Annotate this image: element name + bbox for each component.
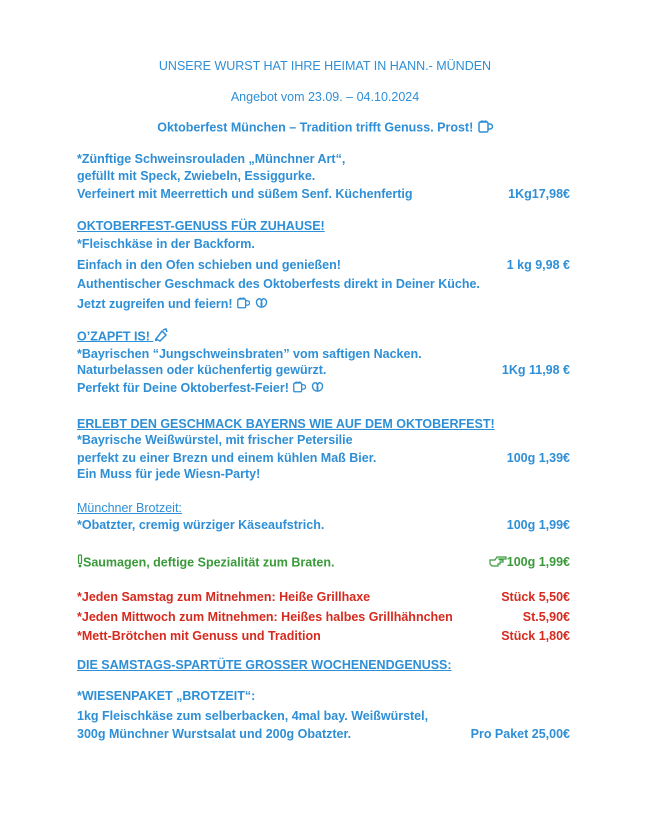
item1-line1: *Zünftige Schweinsrouladen „Münchner Art“,: [77, 152, 346, 166]
item3-line3: [77, 380, 325, 397]
package-line1: *WIESENPAKET „BROTZEIT“:: [77, 689, 256, 703]
beer-mug-icon: [292, 380, 306, 397]
pretzel-icon: [310, 380, 325, 397]
tagline: [0, 119, 650, 137]
item2-line3: Authentischer Geschmack des Oktoberfests direkt in Deiner Küche.: [77, 277, 480, 291]
item1-line2: gefüllt mit Speck, Zwiebeln, Essiggurke.: [77, 169, 316, 183]
item2-price: 1 kg 9,98 €: [506, 258, 570, 272]
special-3-text: *Mett-Brötchen mit Genuss und Tradition: [77, 629, 321, 643]
item3-line1: *Bayrischen “Jungschweinsbraten” vom saftigen Nacken.: [77, 347, 422, 361]
pretzel-icon: [254, 296, 269, 313]
item3-heading-text: O’ZAPFT IS!: [77, 329, 150, 344]
package-price: Pro Paket 25,00€: [470, 727, 570, 741]
item4-heading: ERLEBT DEN GESCHMACK BAYERNS WIE AUF DEM OKTOBERFEST!: [77, 417, 495, 431]
item2-line2: Einfach in den Ofen schieben und genießen!: [77, 258, 341, 272]
special-3-price: Stück 1,80€: [501, 629, 570, 643]
item1-line3: Verfeinert mit Meerrettich und süßem Senf. Küchenfertig: [77, 187, 413, 201]
item5-price: 100g 1,99€: [506, 518, 570, 532]
item2-heading: OKTOBERFEST-GENUSS FÜR ZUHAUSE!: [77, 219, 325, 233]
pointing-hand-icon: [489, 555, 507, 571]
item3-heading: [77, 328, 169, 346]
beer-mug-icon: [477, 119, 493, 137]
item3-line2: Naturbelassen oder küchenfertig gewürzt.: [77, 363, 327, 377]
item2-line4: [77, 296, 269, 313]
item5-line1: *Obatzter, cremig würziger Käseaufstrich.: [77, 518, 325, 532]
item4-line3: Ein Muss für jede Wiesn-Party!: [77, 467, 261, 481]
package-line3: 300g Münchner Wurstsalat und 200g Obatzter.: [77, 727, 352, 741]
package-heading: DIE SAMSTAGS-SPARTÜTE GROSSER WOCHENENDGENUSS:: [77, 658, 452, 672]
item4-line2: perfekt zu einer Brezn und einem kühlen Maß Bier.: [77, 451, 377, 465]
item6-price: [489, 554, 570, 571]
offer-dates: Angebot vom 23.09. – 04.10.2024: [230, 90, 420, 104]
item1-price: 1Kg17,98€: [508, 187, 570, 201]
tagline-text: Oktoberfest München – Tradition trifft Genuss. Prost!: [157, 120, 474, 135]
package-line2: 1kg Fleischkäse zum selberbacken, 4mal bay. Weißwürstel,: [77, 709, 429, 723]
item4-price: 100g 1,39€: [506, 451, 570, 465]
special-2-price: St.5,90€: [522, 610, 570, 624]
item2-line4-text: Jetzt zugreifen und feiern!: [77, 297, 233, 311]
item6-line1: [77, 554, 334, 572]
special-1-price: Stück 5,50€: [501, 590, 570, 604]
barrel-tap-icon: [153, 328, 169, 346]
special-2-text: *Jeden Mittwoch zum Mitnehmen: Heißes halbes Grillhähnchen: [77, 610, 453, 624]
beer-mug-icon: [236, 296, 250, 313]
special-1-text: *Jeden Samstag zum Mitnehmen: Heiße Grillhaxe: [77, 590, 371, 604]
page-title: UNSERE WURST HAT IHRE HEIMAT IN HANN.- MÜNDEN: [158, 59, 492, 73]
item3-price: 1Kg 11,98 €: [501, 363, 570, 377]
item4-line1: *Bayrische Weißwürstel, mit frischer Petersilie: [77, 433, 353, 447]
item5-heading: Münchner Brotzeit:: [77, 501, 182, 515]
item2-line1: *Fleischkäse in der Backform.: [77, 237, 255, 251]
item6-line1-text: Saumagen, deftige Spezialität zum Braten.: [83, 555, 335, 570]
item6-price-text: 100g 1,99€: [506, 555, 570, 569]
item3-line3-text: Perfekt für Deine Oktoberfest-Feier!: [77, 381, 289, 395]
